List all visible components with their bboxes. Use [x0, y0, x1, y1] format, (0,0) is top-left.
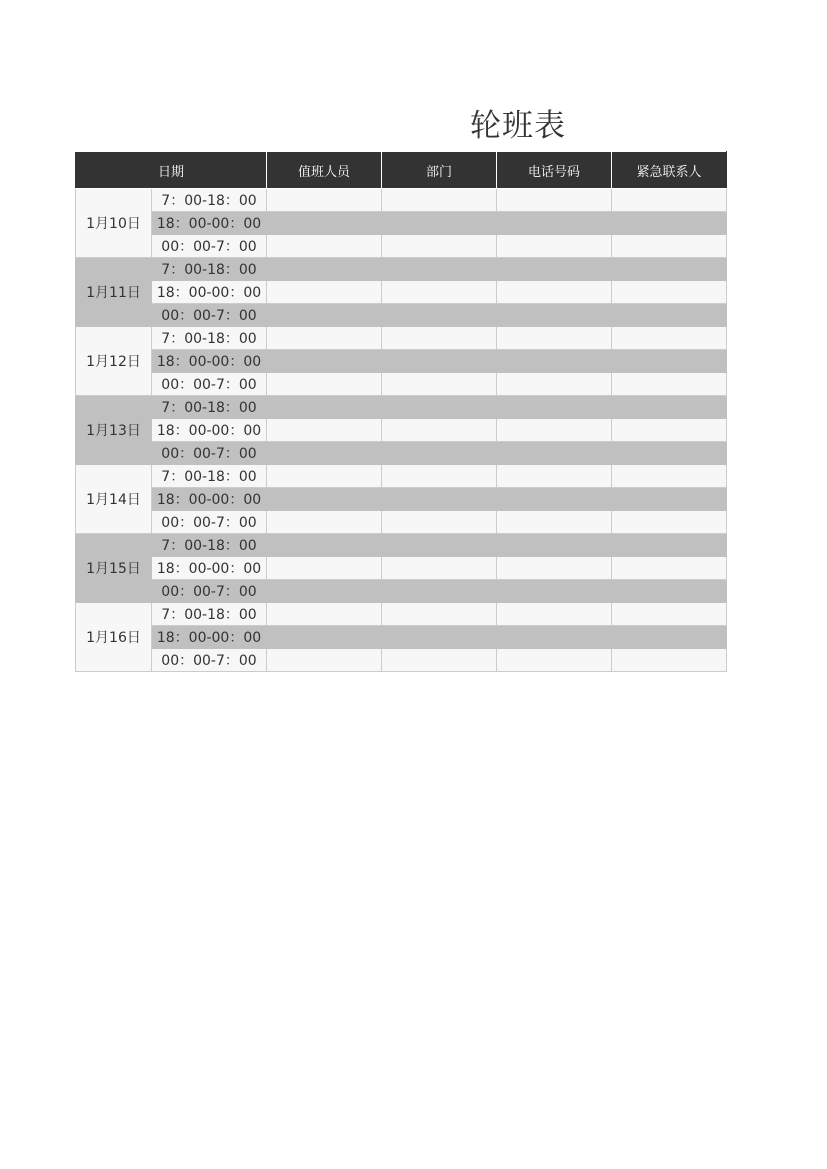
table-row [76, 442, 727, 465]
department-cell[interactable] [382, 258, 497, 281]
emergency-contact-cell[interactable] [612, 442, 727, 465]
roster-table [75, 151, 727, 672]
staff-cell[interactable] [267, 212, 382, 235]
table-row [76, 258, 727, 281]
department-cell[interactable] [382, 235, 497, 258]
staff-cell[interactable] [267, 189, 382, 212]
header-phone: 电话号码 [497, 152, 612, 189]
emergency-contact-cell[interactable] [612, 580, 727, 603]
table-row [76, 304, 727, 327]
table-header-row [76, 152, 727, 189]
emergency-contact-cell[interactable] [612, 350, 727, 373]
shift-time-cell: 18：00-00：00 [152, 281, 267, 304]
shift-time-cell: 00：00-7：00 [152, 304, 267, 327]
emergency-contact-cell[interactable] [612, 649, 727, 672]
shift-time-cell: 18：00-00：00 [152, 626, 267, 649]
department-cell[interactable] [382, 396, 497, 419]
emergency-contact-cell[interactable] [612, 212, 727, 235]
shift-time-cell: 00：00-7：00 [152, 442, 267, 465]
department-cell[interactable] [382, 488, 497, 511]
table-row [76, 396, 727, 419]
phone-cell[interactable] [497, 534, 612, 557]
staff-cell[interactable] [267, 442, 382, 465]
phone-cell[interactable] [497, 488, 612, 511]
shift-time-cell: 00：00-7：00 [152, 373, 267, 396]
shift-time-cell: 7：00-18：00 [152, 534, 267, 557]
shift-time-cell: 7：00-18：00 [152, 603, 267, 626]
staff-cell[interactable] [267, 258, 382, 281]
department-cell[interactable] [382, 419, 497, 442]
department-cell[interactable] [382, 189, 497, 212]
emergency-contact-cell[interactable] [612, 603, 727, 626]
emergency-contact-cell[interactable] [612, 534, 727, 557]
table-row [76, 603, 727, 626]
date-cell: 1月14日 [76, 465, 152, 534]
table-row [76, 212, 727, 235]
phone-cell[interactable] [497, 580, 612, 603]
staff-cell[interactable] [267, 603, 382, 626]
table-row [76, 189, 727, 212]
phone-cell[interactable] [497, 626, 612, 649]
table-row [76, 488, 727, 511]
table-row [76, 373, 727, 396]
department-cell[interactable] [382, 534, 497, 557]
table-row [76, 649, 727, 672]
emergency-contact-cell[interactable] [612, 419, 727, 442]
staff-cell[interactable] [267, 534, 382, 557]
date-cell: 1月15日 [76, 534, 152, 603]
table-row [76, 511, 727, 534]
department-cell[interactable] [382, 649, 497, 672]
table-row [76, 350, 727, 373]
shift-time-cell: 00：00-7：00 [152, 649, 267, 672]
table-row [76, 235, 727, 258]
date-cell: 1月10日 [76, 189, 152, 258]
department-cell[interactable] [382, 350, 497, 373]
table-row [76, 557, 727, 580]
shift-time-cell: 00：00-7：00 [152, 235, 267, 258]
table-row [76, 327, 727, 350]
department-cell[interactable] [382, 442, 497, 465]
department-cell[interactable] [382, 511, 497, 534]
phone-cell[interactable] [497, 419, 612, 442]
table-row [76, 281, 727, 304]
table-row [76, 465, 727, 488]
emergency-contact-cell[interactable] [612, 557, 727, 580]
emergency-contact-cell[interactable] [612, 396, 727, 419]
staff-cell[interactable] [267, 649, 382, 672]
phone-cell[interactable] [497, 189, 612, 212]
emergency-contact-cell[interactable] [612, 511, 727, 534]
staff-cell[interactable] [267, 304, 382, 327]
phone-cell[interactable] [497, 649, 612, 672]
phone-cell[interactable] [497, 557, 612, 580]
department-cell[interactable] [382, 580, 497, 603]
header-department: 部门 [382, 152, 497, 189]
emergency-contact-cell[interactable] [612, 281, 727, 304]
phone-cell[interactable] [497, 603, 612, 626]
shift-time-cell: 7：00-18：00 [152, 465, 267, 488]
header-emergency-contact: 紧急联系人 [612, 152, 727, 189]
department-cell[interactable] [382, 281, 497, 304]
shift-time-cell: 7：00-18：00 [152, 258, 267, 281]
table-row [76, 419, 727, 442]
table-row [76, 626, 727, 649]
emergency-contact-cell[interactable] [612, 304, 727, 327]
shift-time-cell: 7：00-18：00 [152, 189, 267, 212]
department-cell[interactable] [382, 304, 497, 327]
shift-time-cell: 18：00-00：00 [152, 488, 267, 511]
phone-cell[interactable] [497, 350, 612, 373]
staff-cell[interactable] [267, 557, 382, 580]
staff-cell[interactable] [267, 235, 382, 258]
emergency-contact-cell[interactable] [612, 258, 727, 281]
phone-cell[interactable] [497, 442, 612, 465]
phone-cell[interactable] [497, 281, 612, 304]
department-cell[interactable] [382, 557, 497, 580]
table-row [76, 534, 727, 557]
department-cell[interactable] [382, 626, 497, 649]
emergency-contact-cell[interactable] [612, 189, 727, 212]
emergency-contact-cell[interactable] [612, 327, 727, 350]
shift-time-cell: 18：00-00：00 [152, 419, 267, 442]
phone-cell[interactable] [497, 373, 612, 396]
phone-cell[interactable] [497, 465, 612, 488]
department-cell[interactable] [382, 327, 497, 350]
shift-time-cell: 18：00-00：00 [152, 557, 267, 580]
department-cell[interactable] [382, 373, 497, 396]
page-title: 轮班表 [470, 108, 566, 144]
staff-cell[interactable] [267, 396, 382, 419]
emergency-contact-cell[interactable] [612, 465, 727, 488]
emergency-contact-cell[interactable] [612, 235, 727, 258]
phone-cell[interactable] [497, 258, 612, 281]
shift-time-cell: 7：00-18：00 [152, 327, 267, 350]
emergency-contact-cell[interactable] [612, 488, 727, 511]
staff-cell[interactable] [267, 373, 382, 396]
phone-cell[interactable] [497, 304, 612, 327]
department-cell[interactable] [382, 212, 497, 235]
shift-time-cell: 00：00-7：00 [152, 580, 267, 603]
staff-cell[interactable] [267, 626, 382, 649]
date-cell: 1月11日 [76, 258, 152, 327]
department-cell[interactable] [382, 603, 497, 626]
shift-time-cell: 18：00-00：00 [152, 212, 267, 235]
phone-cell[interactable] [497, 212, 612, 235]
date-cell: 1月16日 [76, 603, 152, 672]
emergency-contact-cell[interactable] [612, 373, 727, 396]
phone-cell[interactable] [497, 235, 612, 258]
emergency-contact-cell[interactable] [612, 626, 727, 649]
header-date: 日期 [76, 152, 267, 189]
shift-time-cell: 18：00-00：00 [152, 350, 267, 373]
date-cell: 1月13日 [76, 396, 152, 465]
staff-cell[interactable] [267, 419, 382, 442]
phone-cell[interactable] [497, 396, 612, 419]
shift-time-cell: 7：00-18：00 [152, 396, 267, 419]
staff-cell[interactable] [267, 350, 382, 373]
staff-cell[interactable] [267, 281, 382, 304]
roster-body [76, 189, 727, 672]
phone-cell[interactable] [497, 511, 612, 534]
department-cell[interactable] [382, 465, 497, 488]
staff-cell[interactable] [267, 465, 382, 488]
date-cell: 1月12日 [76, 327, 152, 396]
staff-cell[interactable] [267, 511, 382, 534]
shift-time-cell: 00：00-7：00 [152, 511, 267, 534]
staff-cell[interactable] [267, 488, 382, 511]
staff-cell[interactable] [267, 327, 382, 350]
staff-cell[interactable] [267, 580, 382, 603]
phone-cell[interactable] [497, 327, 612, 350]
header-staff: 值班人员 [267, 152, 382, 189]
table-row [76, 580, 727, 603]
